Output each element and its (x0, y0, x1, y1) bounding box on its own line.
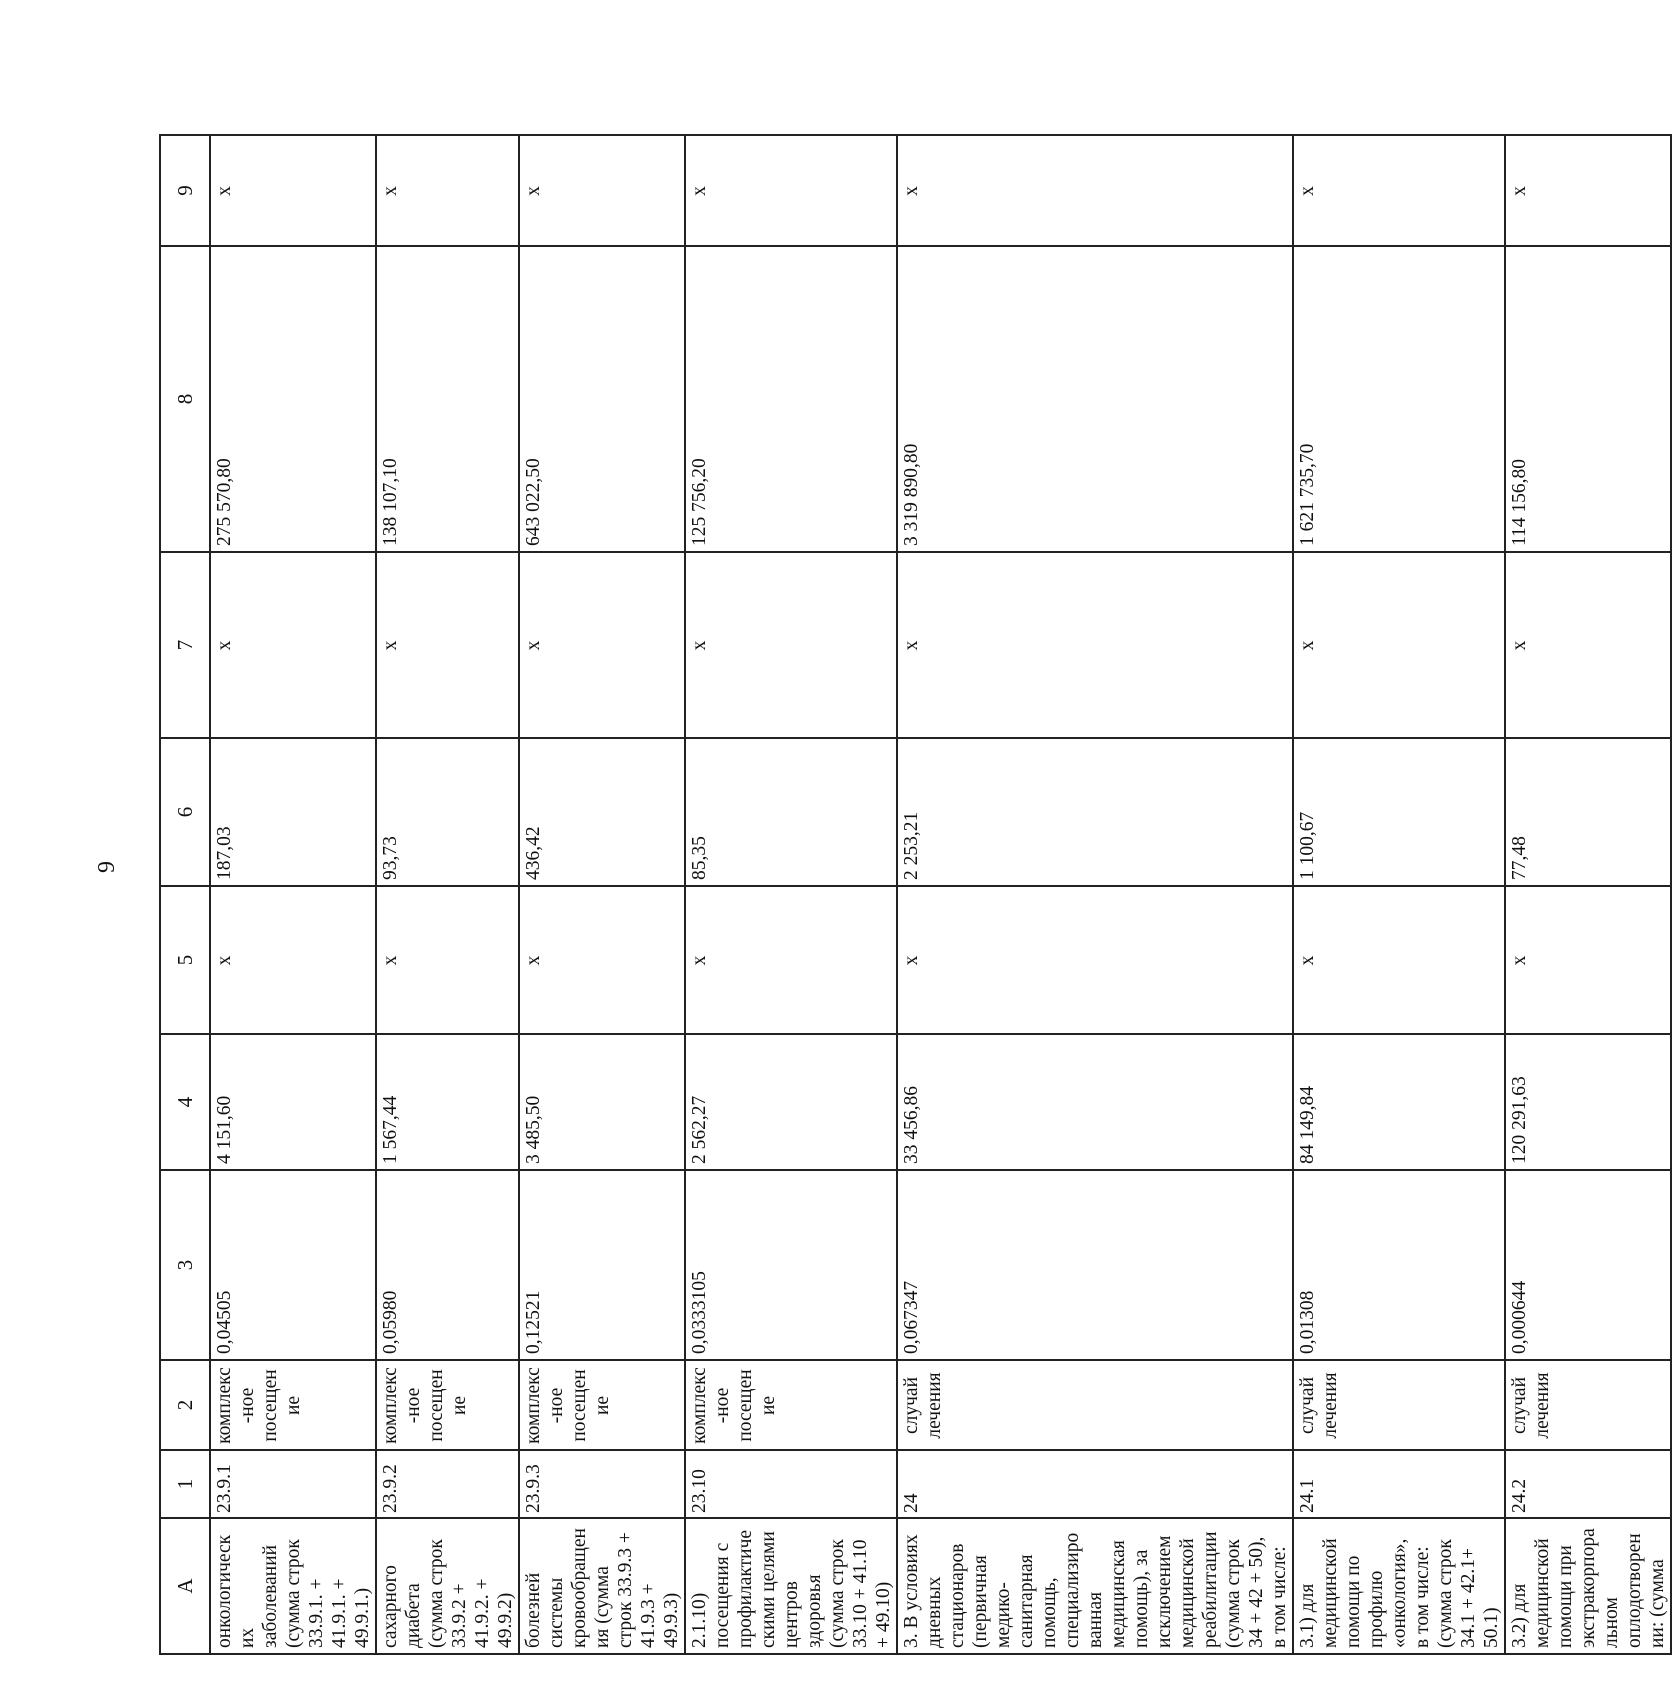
cell-col5: x (897, 886, 1293, 1034)
cell-col4: 120 291,63 (1505, 1034, 1671, 1170)
cell-line-number: 23.10 (685, 1450, 897, 1518)
cell-col9: x (519, 135, 685, 246)
header-cell-1: 1 (160, 1450, 210, 1518)
table-row (685, 135, 897, 1654)
cell-col3: 0,05980 (376, 1170, 519, 1360)
cell-col6: 187,03 (210, 738, 376, 886)
header-cell-6: 6 (160, 738, 210, 886)
header-cell-9: 9 (160, 135, 210, 246)
cell-col7: x (685, 552, 897, 738)
cell-col6: 2 253,21 (897, 738, 1293, 886)
cell-col9: x (376, 135, 519, 246)
cell-line-number: 24 (897, 1450, 1293, 1518)
cell-col9: x (897, 135, 1293, 246)
rotated-content (33, 59, 1668, 1675)
cell-description: болезней системы кровообращения (сумма строк 33.9.3 + 41.9.3 + 49.9.3) (519, 1518, 685, 1654)
cell-col6: 85,35 (685, 738, 897, 886)
cell-col8: 1 621 735,70 (1293, 246, 1505, 552)
cell-unit: случай лечения (897, 1360, 1293, 1450)
header-cell-a: A (160, 1518, 210, 1654)
cell-col7: x (210, 552, 376, 738)
cell-col5: x (1293, 886, 1505, 1034)
cell-unit: случай лечения (1293, 1360, 1505, 1450)
cell-col8: 3 319 890,80 (897, 246, 1293, 552)
cell-col7: x (1293, 552, 1505, 738)
cell-col8: 114 156,80 (1505, 246, 1671, 552)
header-row (160, 135, 210, 1654)
table-row (210, 135, 376, 1654)
cell-description: 3.2) для медицинской помощи при экстракорпоральном оплодотворении: (сумма (1505, 1518, 1671, 1654)
header-cell-8: 8 (160, 246, 210, 552)
cell-unit: случай лечения (1505, 1360, 1671, 1450)
cell-col9: x (1293, 135, 1505, 246)
cell-col7: x (1505, 552, 1671, 738)
cell-line-number: 24.1 (1293, 1450, 1505, 1518)
cell-col3: 0,000644 (1505, 1170, 1671, 1360)
cell-col3: 0,0333105 (685, 1170, 897, 1360)
header-cell-2: 2 (160, 1360, 210, 1450)
cell-col4: 2 562,27 (685, 1034, 897, 1170)
cell-line-number: 23.9.2 (376, 1450, 519, 1518)
header-cell-3: 3 (160, 1170, 210, 1360)
cell-col4: 1 567,44 (376, 1034, 519, 1170)
table-row (1293, 135, 1505, 1654)
table-row (897, 135, 1293, 1654)
cell-col9: x (1505, 135, 1671, 246)
cell-col7: x (376, 552, 519, 738)
cell-col5: x (210, 886, 376, 1034)
cell-col3: 0,01308 (1293, 1170, 1505, 1360)
cell-col3: 0,04505 (210, 1170, 376, 1360)
cell-col6: 93,73 (376, 738, 519, 886)
cell-col4: 33 456,86 (897, 1034, 1293, 1170)
cell-description: 3. В условиях дневных стационаров (первичная медико-санитарная помощь, специализированная медицинская помощь), за исключением медицинской реабилитации (сумма строк 34 + 42 + 50), в том числе: (897, 1518, 1293, 1654)
cell-unit: комплекс-ное посещение (519, 1360, 685, 1450)
cell-col3: 0,067347 (897, 1170, 1293, 1360)
table-row (376, 135, 519, 1654)
data-table (159, 134, 1672, 1655)
page-number: 9 (94, 861, 120, 873)
cell-col5: x (1505, 886, 1671, 1034)
cell-col5: x (376, 886, 519, 1034)
cell-col8: 125 756,20 (685, 246, 897, 552)
cell-col9: x (685, 135, 897, 246)
header-cell-7: 7 (160, 552, 210, 738)
cell-col7: x (897, 552, 1293, 738)
cell-description: онкологических заболеваний (сумма строк 33.9.1. + 41.9.1. + 49.9.1.) (210, 1518, 376, 1654)
cell-line-number: 23.9.3 (519, 1450, 685, 1518)
cell-description: 3.1) для медицинской помощи по профилю «онкология», в том числе: (сумма строк 34.1 + 42.1+ 50.1) (1293, 1518, 1505, 1654)
cell-description: сахарного диабета (сумма строк 33.9.2 + 41.9.2. + 49.9.2) (376, 1518, 519, 1654)
cell-line-number: 23.9.1 (210, 1450, 376, 1518)
cell-col8: 138 107,10 (376, 246, 519, 552)
cell-col3: 0,12521 (519, 1170, 685, 1360)
header-cell-4: 4 (160, 1034, 210, 1170)
header-cell-5: 5 (160, 886, 210, 1034)
cell-line-number: 24.2 (1505, 1450, 1671, 1518)
table-row (1505, 135, 1671, 1654)
cell-unit: комплекс-ное посещение (210, 1360, 376, 1450)
cell-col5: x (519, 886, 685, 1034)
cell-col8: 275 570,80 (210, 246, 376, 552)
cell-col4: 3 485,50 (519, 1034, 685, 1170)
cell-col6: 77,48 (1505, 738, 1671, 886)
cell-col6: 436,42 (519, 738, 685, 886)
table-row (519, 135, 685, 1654)
cell-col7: x (519, 552, 685, 738)
cell-col8: 643 022,50 (519, 246, 685, 552)
cell-col5: x (685, 886, 897, 1034)
cell-col6: 1 100,67 (1293, 738, 1505, 886)
cell-description: 2.1.10) посещения с профилактическими целями центров здоровья (сумма строк 33.10 + 41.10 + 49.10) (685, 1518, 897, 1654)
cell-unit: комплекс-ное посещение (685, 1360, 897, 1450)
cell-col4: 84 149,84 (1293, 1034, 1505, 1170)
cell-col4: 4 151,60 (210, 1034, 376, 1170)
cell-unit: комплекс-ное посещение (376, 1360, 519, 1450)
cell-col9: x (210, 135, 376, 246)
